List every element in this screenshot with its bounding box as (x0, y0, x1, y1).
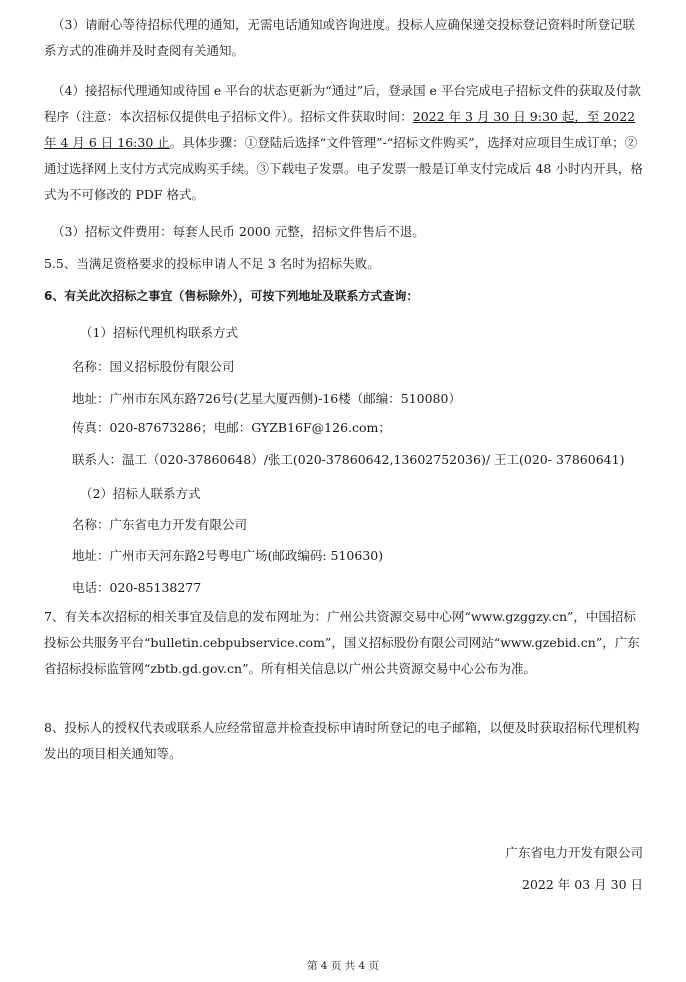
paragraph-notice-wait: （3）请耐心等待招标代理的通知，无需电话通知或咨询进度。投标人应确保递交投标登记资料时所登记联系方式的准确并及时查阅有关通知。 (44, 17, 635, 58)
paragraph-8-email: 8、投标人的授权代表或联系人应经常留意并检查投标申请时所登记的电子邮箱，以便及时获取招标代理机构发出的项目相关通知等。 (44, 720, 640, 761)
signature-company: 广东省电力开发有限公司 (505, 845, 643, 860)
procedure-text-after: 。具体步骤：①登陆后选择“文件管理”-“招标文件购买”，选择对应项目生成订单；②通过选择网上支付方式完成购买手续。③下载电子发票。电子发票一般是订单支付完成后 48 小时内开具，格式为不可修改的 PDF 格式。 (44, 135, 643, 202)
procedure-text-before: （4）接招标代理通知或待国 e 平台的状态更新为“通过”后，登录国 e 平台完成电子招标文件的获取及付款程序（注意：本次招标仅提供电子招标文件）。招标文件获取时间： (44, 83, 641, 124)
page-footer: 第 4 页 共 4 页 (306, 960, 380, 972)
paragraph-5-5: 5.5、当满足资格要求的投标申请人不足 3 名时为招标失败。 (44, 256, 380, 271)
acquisition-time: 2022 年 3 月 30 日 9:30 起，至 2022 年 4 月 6 日 16:30 止 (44, 109, 636, 150)
signature-date: 2022 年 03 月 30 日 (522, 877, 643, 892)
agency-fax-email: 传真：020-87673286；电邮：GYZB16F@126.com； (72, 420, 391, 435)
tenderer-heading: （2）招标人联系方式 (80, 486, 201, 501)
agency-address: 地址：广州市东风东路726号(艺星大厦西侧)-16楼（邮编：510080） (72, 391, 461, 406)
paragraph-download-procedure (44, 78, 644, 208)
agency-heading: （1）招标代理机构联系方式 (80, 325, 238, 340)
agency-name: 名称：国义招标股份有限公司 (72, 359, 235, 374)
tenderer-name: 名称：广东省电力开发有限公司 (72, 517, 248, 532)
paragraph-7-websites: 7、有关本次招标的相关事宜及信息的发布网址为：广州公共资源交易中心网“www.gzggzy.cn”，中国招标投标公共服务平台“bulletin.cebpubservice.com”，国义招标股份有限公司网站“www.gzebid.cn”，广东省招标投标监管网“zbtb.gd.gov.cn”。所有相关信息以广州公共资源交易中心公布为准。 (44, 609, 640, 676)
tenderer-address: 地址：广州市天河东路2号粤电广场(邮政编码: 510630) (72, 548, 384, 563)
paragraph-fee: （3）招标文件费用：每套人民币 2000 元整，招标文件售后不退。 (52, 224, 425, 239)
section-6-title: 6、有关此次招标之事宜（售标除外），可按下列地址及联系方式查询： (44, 289, 419, 303)
tenderer-phone: 电话：020-85138277 (72, 580, 202, 595)
agency-contacts: 联系人：温工（020-37860648）/张工(020-37860642,13602752036)/ 王工(020- 37860641) (72, 452, 625, 467)
